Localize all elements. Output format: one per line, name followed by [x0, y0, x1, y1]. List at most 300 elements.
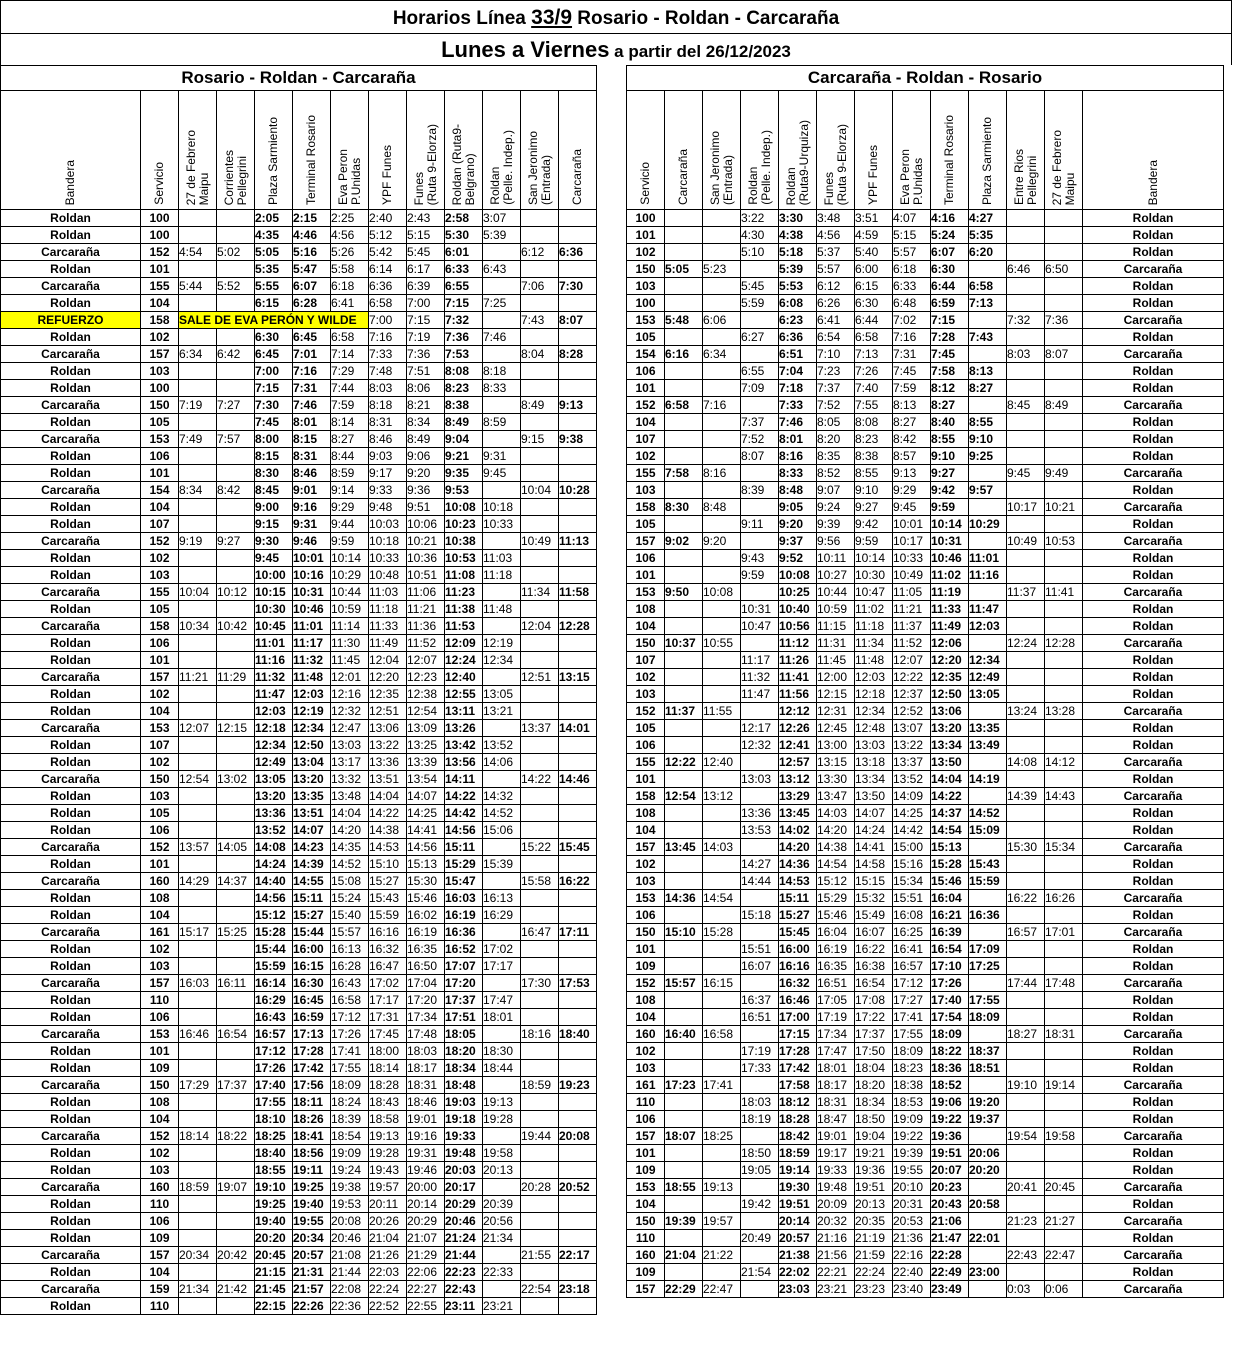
time-cell: 20:08 [331, 1213, 369, 1230]
time-cell: 17:47 [483, 992, 521, 1009]
time-cell: 10:37 [665, 635, 703, 652]
time-cell: 13:51 [369, 771, 407, 788]
time-cell: 8:49 [521, 397, 559, 414]
bandera-cell: Roldan [1, 499, 141, 516]
left-col-header [255, 91, 293, 210]
time-cell: 17:33 [741, 1060, 779, 1077]
time-cell: 6:36 [369, 278, 407, 295]
time-cell: 13:47 [817, 788, 855, 805]
servicio-cell: 160 [141, 1179, 179, 1196]
time-cell: 8:30 [665, 499, 703, 516]
time-cell: 7:09 [741, 380, 779, 397]
time-cell [1007, 907, 1045, 924]
table-row [627, 533, 1224, 550]
time-cell [703, 873, 741, 890]
time-cell [217, 1009, 255, 1026]
time-cell [179, 295, 217, 312]
table-row [627, 788, 1224, 805]
time-cell [521, 1094, 559, 1111]
time-cell [217, 380, 255, 397]
time-cell: 10:33 [483, 516, 521, 533]
bandera-cell: Carcaraña [1083, 839, 1224, 856]
time-cell: 9:36 [407, 482, 445, 499]
table-row [627, 601, 1224, 618]
table-row [1, 1043, 597, 1060]
time-cell [179, 805, 217, 822]
time-cell: 12:55 [445, 686, 483, 703]
servicio-cell: 108 [141, 890, 179, 907]
table-row [1, 1145, 597, 1162]
servicio-cell: 160 [141, 873, 179, 890]
time-cell: 8:46 [369, 431, 407, 448]
time-cell: 19:43 [369, 1162, 407, 1179]
time-cell: 12:07 [893, 652, 931, 669]
time-cell: 6:58 [855, 329, 893, 346]
time-cell [559, 550, 597, 567]
time-cell [521, 329, 559, 346]
time-cell [521, 1230, 559, 1247]
table-row [627, 618, 1224, 635]
time-cell: 21:55 [521, 1247, 559, 1264]
time-cell: 15:00 [893, 839, 931, 856]
bandera-cell: Roldan [1083, 1264, 1224, 1281]
time-cell: 19:51 [779, 1196, 817, 1213]
time-cell: 6:28 [293, 295, 331, 312]
table-row [1, 822, 597, 839]
time-cell: 14:02 [779, 822, 817, 839]
time-cell: 10:45 [255, 618, 293, 635]
column-label: Carcaraña [570, 148, 584, 205]
time-cell [1007, 941, 1045, 958]
time-cell [1007, 873, 1045, 890]
time-cell [703, 363, 741, 380]
time-cell: 16:43 [255, 1009, 293, 1026]
time-cell: 5:45 [741, 278, 779, 295]
servicio-cell: 103 [141, 1162, 179, 1179]
bandera-cell: Carcaraña [1083, 1213, 1224, 1230]
table-row [627, 686, 1224, 703]
servicio-cell: 106 [627, 1111, 665, 1128]
servicio-cell: 150 [627, 1213, 665, 1230]
time-cell: 18:09 [893, 1043, 931, 1060]
time-cell [703, 482, 741, 499]
time-cell: 21:08 [331, 1247, 369, 1264]
bandera-cell: Roldan [1, 941, 141, 958]
time-cell: 9:10 [969, 431, 1007, 448]
time-cell: 13:32 [331, 771, 369, 788]
time-cell: 17:41 [703, 1077, 741, 1094]
time-cell: 19:28 [369, 1145, 407, 1162]
time-cell: 17:15 [779, 1026, 817, 1043]
time-cell: 19:44 [521, 1128, 559, 1145]
column-label: Roldan (Ruta9-Urquiza) [783, 119, 811, 205]
time-cell: 14:56 [407, 839, 445, 856]
time-cell: 8:39 [741, 482, 779, 499]
time-cell [969, 312, 1007, 329]
time-cell: 17:53 [559, 975, 597, 992]
table-row [1, 584, 597, 601]
time-cell: 17:11 [559, 924, 597, 941]
time-cell: 14:25 [407, 805, 445, 822]
time-cell [665, 414, 703, 431]
time-cell: 16:22 [1007, 890, 1045, 907]
time-cell: 7:32 [1007, 312, 1045, 329]
bandera-cell: Roldan [1083, 567, 1224, 584]
time-cell [217, 465, 255, 482]
column-label: San Jeronimo (Entrada) [707, 130, 735, 205]
time-cell: 5:47 [293, 261, 331, 278]
table-row [627, 1128, 1224, 1145]
time-cell: 10:59 [331, 601, 369, 618]
time-cell: 15:40 [331, 907, 369, 924]
time-cell: 15:51 [893, 890, 931, 907]
time-cell [741, 635, 779, 652]
time-cell [559, 1230, 597, 1247]
time-cell: 18:11 [293, 1094, 331, 1111]
time-cell: 10:08 [445, 499, 483, 516]
time-cell: 12:18 [255, 720, 293, 737]
time-cell [741, 465, 779, 482]
bandera-cell: Roldan [1, 652, 141, 669]
time-cell: 7:16 [293, 363, 331, 380]
time-cell [703, 550, 741, 567]
table-row [1, 856, 597, 873]
time-cell: 10:12 [217, 584, 255, 601]
time-cell: 12:00 [817, 669, 855, 686]
time-cell: 12:32 [331, 703, 369, 720]
servicio-cell: 102 [141, 329, 179, 346]
servicio-cell: 102 [627, 1043, 665, 1060]
time-cell: 16:41 [893, 941, 931, 958]
servicio-cell: 158 [141, 312, 179, 329]
time-cell [1007, 805, 1045, 822]
time-cell [483, 312, 521, 329]
time-cell: 9:27 [855, 499, 893, 516]
time-cell: 21:44 [331, 1264, 369, 1281]
time-cell: 18:59 [779, 1145, 817, 1162]
time-cell [483, 839, 521, 856]
time-cell [1007, 516, 1045, 533]
time-cell [217, 1145, 255, 1162]
time-cell: 10:31 [741, 601, 779, 618]
table-row [627, 1247, 1224, 1264]
time-cell [559, 567, 597, 584]
table-row [1, 754, 597, 771]
servicio-cell: 105 [141, 805, 179, 822]
bandera-cell: Roldan [1083, 210, 1224, 227]
time-cell: 9:45 [893, 499, 931, 516]
table-row [627, 1009, 1224, 1026]
time-cell: 19:42 [741, 1196, 779, 1213]
time-cell: 21:44 [445, 1247, 483, 1264]
time-cell: 10:00 [255, 567, 293, 584]
time-cell: 7:27 [217, 397, 255, 414]
time-cell: 11:37 [893, 618, 931, 635]
time-cell [703, 1094, 741, 1111]
time-cell: 15:46 [407, 890, 445, 907]
time-cell [483, 346, 521, 363]
servicio-cell: 102 [141, 686, 179, 703]
table-row [1, 567, 597, 584]
time-cell: 18:31 [1045, 1026, 1083, 1043]
time-cell: 7:33 [779, 397, 817, 414]
servicio-cell: 153 [627, 584, 665, 601]
time-cell: 9:04 [445, 431, 483, 448]
time-cell: 21:57 [293, 1281, 331, 1298]
time-cell: 10:01 [893, 516, 931, 533]
time-cell [483, 533, 521, 550]
time-cell: 13:22 [893, 737, 931, 754]
time-cell: 11:03 [483, 550, 521, 567]
time-cell: 8:07 [741, 448, 779, 465]
time-cell: 10:46 [293, 601, 331, 618]
time-cell: 6:07 [931, 244, 969, 261]
time-cell [665, 1060, 703, 1077]
time-cell: 20:57 [293, 1247, 331, 1264]
time-cell [703, 737, 741, 754]
time-cell: 6:58 [369, 295, 407, 312]
time-cell [741, 924, 779, 941]
servicio-cell: 158 [627, 788, 665, 805]
time-cell: 20:39 [483, 1196, 521, 1213]
bandera-cell: Roldan [1, 295, 141, 312]
time-cell: 21:07 [407, 1230, 445, 1247]
time-cell [559, 516, 597, 533]
time-cell: 17:40 [931, 992, 969, 1009]
right-col-header [1045, 91, 1083, 210]
time-cell [741, 533, 779, 550]
time-cell [217, 295, 255, 312]
time-cell [1007, 210, 1045, 227]
time-cell: 17:12 [255, 1043, 293, 1060]
bandera-cell: Carcaraña [1083, 584, 1224, 601]
servicio-cell: 150 [141, 1077, 179, 1094]
table-row [627, 1162, 1224, 1179]
time-cell [1045, 669, 1083, 686]
time-cell: 8:57 [893, 448, 931, 465]
time-cell [969, 635, 1007, 652]
time-cell: 11:02 [855, 601, 893, 618]
time-cell [179, 652, 217, 669]
servicio-cell: 110 [141, 1196, 179, 1213]
time-cell: 7:28 [931, 329, 969, 346]
time-cell: 9:59 [741, 567, 779, 584]
servicio-cell: 104 [627, 822, 665, 839]
time-cell: 17:26 [931, 975, 969, 992]
table-row [627, 227, 1224, 244]
time-cell: 22:06 [407, 1264, 445, 1281]
time-cell [559, 822, 597, 839]
time-cell: 10:06 [407, 516, 445, 533]
time-cell: 8:21 [407, 397, 445, 414]
time-cell: 7:13 [969, 295, 1007, 312]
time-cell: 10:14 [855, 550, 893, 567]
time-cell: 7:29 [331, 363, 369, 380]
column-label: 27 de Febrero Maipu [1049, 129, 1077, 205]
time-cell [521, 363, 559, 380]
bandera-cell: Carcaraña [1083, 1247, 1224, 1264]
table-row [627, 482, 1224, 499]
time-cell [521, 499, 559, 516]
time-cell: 16:16 [369, 924, 407, 941]
time-cell: 16:54 [855, 975, 893, 992]
table-row [1, 363, 597, 380]
title-route: Rosario - Roldan - Carcaraña [572, 8, 840, 29]
time-cell: 11:17 [293, 635, 331, 652]
servicio-cell: 152 [141, 244, 179, 261]
time-cell: 5:40 [855, 244, 893, 261]
servicio-cell: 105 [141, 601, 179, 618]
left-col-header [483, 91, 521, 210]
column-label: Roldan (Ruta9- Belgrano) [449, 123, 477, 205]
time-cell: 18:38 [893, 1077, 931, 1094]
time-cell: 17:00 [779, 1009, 817, 1026]
time-cell [703, 1264, 741, 1281]
bandera-cell: Roldan [1, 1043, 141, 1060]
time-cell: 14:44 [741, 873, 779, 890]
bandera-cell: Carcaraña [1, 1026, 141, 1043]
time-cell: 7:14 [331, 346, 369, 363]
time-cell: 12:47 [331, 720, 369, 737]
time-cell [1007, 669, 1045, 686]
time-cell [559, 1264, 597, 1281]
time-cell: 19:22 [931, 1111, 969, 1128]
time-cell: 21:56 [817, 1247, 855, 1264]
time-cell: 11:02 [931, 567, 969, 584]
time-cell: 20:49 [741, 1230, 779, 1247]
time-cell: 20:29 [407, 1213, 445, 1230]
time-cell: 17:42 [779, 1060, 817, 1077]
inbound-rows [627, 210, 1224, 1298]
time-cell: 10:38 [445, 533, 483, 550]
time-cell: 15:57 [331, 924, 369, 941]
time-cell: 18:43 [369, 1094, 407, 1111]
time-cell: 4:56 [331, 227, 369, 244]
time-cell [179, 550, 217, 567]
time-cell: 9:33 [369, 482, 407, 499]
bandera-cell: Roldan [1, 1145, 141, 1162]
outbound-rows [1, 210, 597, 1315]
time-cell [665, 720, 703, 737]
time-cell: 14:41 [407, 822, 445, 839]
bandera-cell: Roldan [1083, 1145, 1224, 1162]
table-row [627, 567, 1224, 584]
time-cell: 12:03 [855, 669, 893, 686]
time-cell [741, 1281, 779, 1298]
servicio-cell: 152 [141, 533, 179, 550]
time-cell: 10:49 [521, 533, 559, 550]
time-cell: 7:37 [817, 380, 855, 397]
time-cell: 17:20 [445, 975, 483, 992]
time-cell: 8:18 [369, 397, 407, 414]
time-cell [1007, 244, 1045, 261]
outbound-column-headers [1, 91, 597, 210]
table-row [1, 1026, 597, 1043]
time-cell: 14:06 [483, 754, 521, 771]
table-row [1, 312, 597, 329]
time-cell: 16:35 [817, 958, 855, 975]
time-cell: 11:55 [703, 703, 741, 720]
time-cell: 16:38 [855, 958, 893, 975]
time-cell: 8:27 [331, 431, 369, 448]
time-cell: 7:37 [741, 414, 779, 431]
time-cell: 17:58 [779, 1077, 817, 1094]
time-cell: 2:40 [369, 210, 407, 227]
left-col-header [1, 91, 141, 210]
time-cell: 5:35 [969, 227, 1007, 244]
time-cell: 10:04 [179, 584, 217, 601]
time-cell [179, 907, 217, 924]
bandera-cell: Carcaraña [1, 1281, 141, 1298]
time-cell [703, 686, 741, 703]
time-cell [521, 1298, 559, 1315]
bandera-cell: Roldan [1, 261, 141, 278]
time-cell: 6:06 [703, 312, 741, 329]
servicio-cell: 155 [627, 465, 665, 482]
bandera-cell: Roldan [1083, 873, 1224, 890]
bandera-cell: Roldan [1, 448, 141, 465]
time-cell: 7:36 [445, 329, 483, 346]
time-cell [1007, 448, 1045, 465]
time-cell: 7:00 [407, 295, 445, 312]
time-cell: 19:13 [369, 1128, 407, 1145]
time-cell [741, 499, 779, 516]
time-cell [665, 363, 703, 380]
time-cell [703, 329, 741, 346]
time-cell: 11:32 [741, 669, 779, 686]
time-cell [1007, 686, 1045, 703]
time-cell: 18:44 [483, 1060, 521, 1077]
time-cell: 10:47 [855, 584, 893, 601]
time-cell: 19:48 [817, 1179, 855, 1196]
servicio-cell: 109 [627, 1264, 665, 1281]
time-cell: 16:45 [293, 992, 331, 1009]
time-cell: 7:45 [931, 346, 969, 363]
time-cell: 15:43 [969, 856, 1007, 873]
time-cell: 14:53 [369, 839, 407, 856]
time-cell: 10:04 [521, 482, 559, 499]
time-cell [703, 1196, 741, 1213]
bandera-cell: Roldan [1083, 329, 1224, 346]
time-cell: 18:10 [255, 1111, 293, 1128]
time-cell: 6:42 [217, 346, 255, 363]
time-cell: 20:14 [407, 1196, 445, 1213]
time-cell: 12:51 [369, 703, 407, 720]
time-cell: 20:17 [445, 1179, 483, 1196]
time-cell: 21:04 [369, 1230, 407, 1247]
time-cell: 14:20 [779, 839, 817, 856]
time-cell [559, 754, 597, 771]
time-cell: 16:57 [1007, 924, 1045, 941]
time-cell: 15:46 [817, 907, 855, 924]
time-cell: 15:43 [369, 890, 407, 907]
time-cell [559, 601, 597, 618]
bandera-cell: Carcaraña [1083, 975, 1224, 992]
table-row [1, 839, 597, 856]
time-cell [217, 414, 255, 431]
bandera-cell: Carcaraña [1083, 635, 1224, 652]
time-cell: 14:27 [741, 856, 779, 873]
time-cell [1045, 720, 1083, 737]
time-cell [969, 261, 1007, 278]
time-cell: 20:53 [893, 1213, 931, 1230]
time-cell: 18:22 [217, 1128, 255, 1145]
time-cell: 11:01 [293, 618, 331, 635]
time-cell: 7:43 [521, 312, 559, 329]
time-cell [1007, 278, 1045, 295]
time-cell [217, 856, 255, 873]
time-cell: 18:04 [855, 1060, 893, 1077]
